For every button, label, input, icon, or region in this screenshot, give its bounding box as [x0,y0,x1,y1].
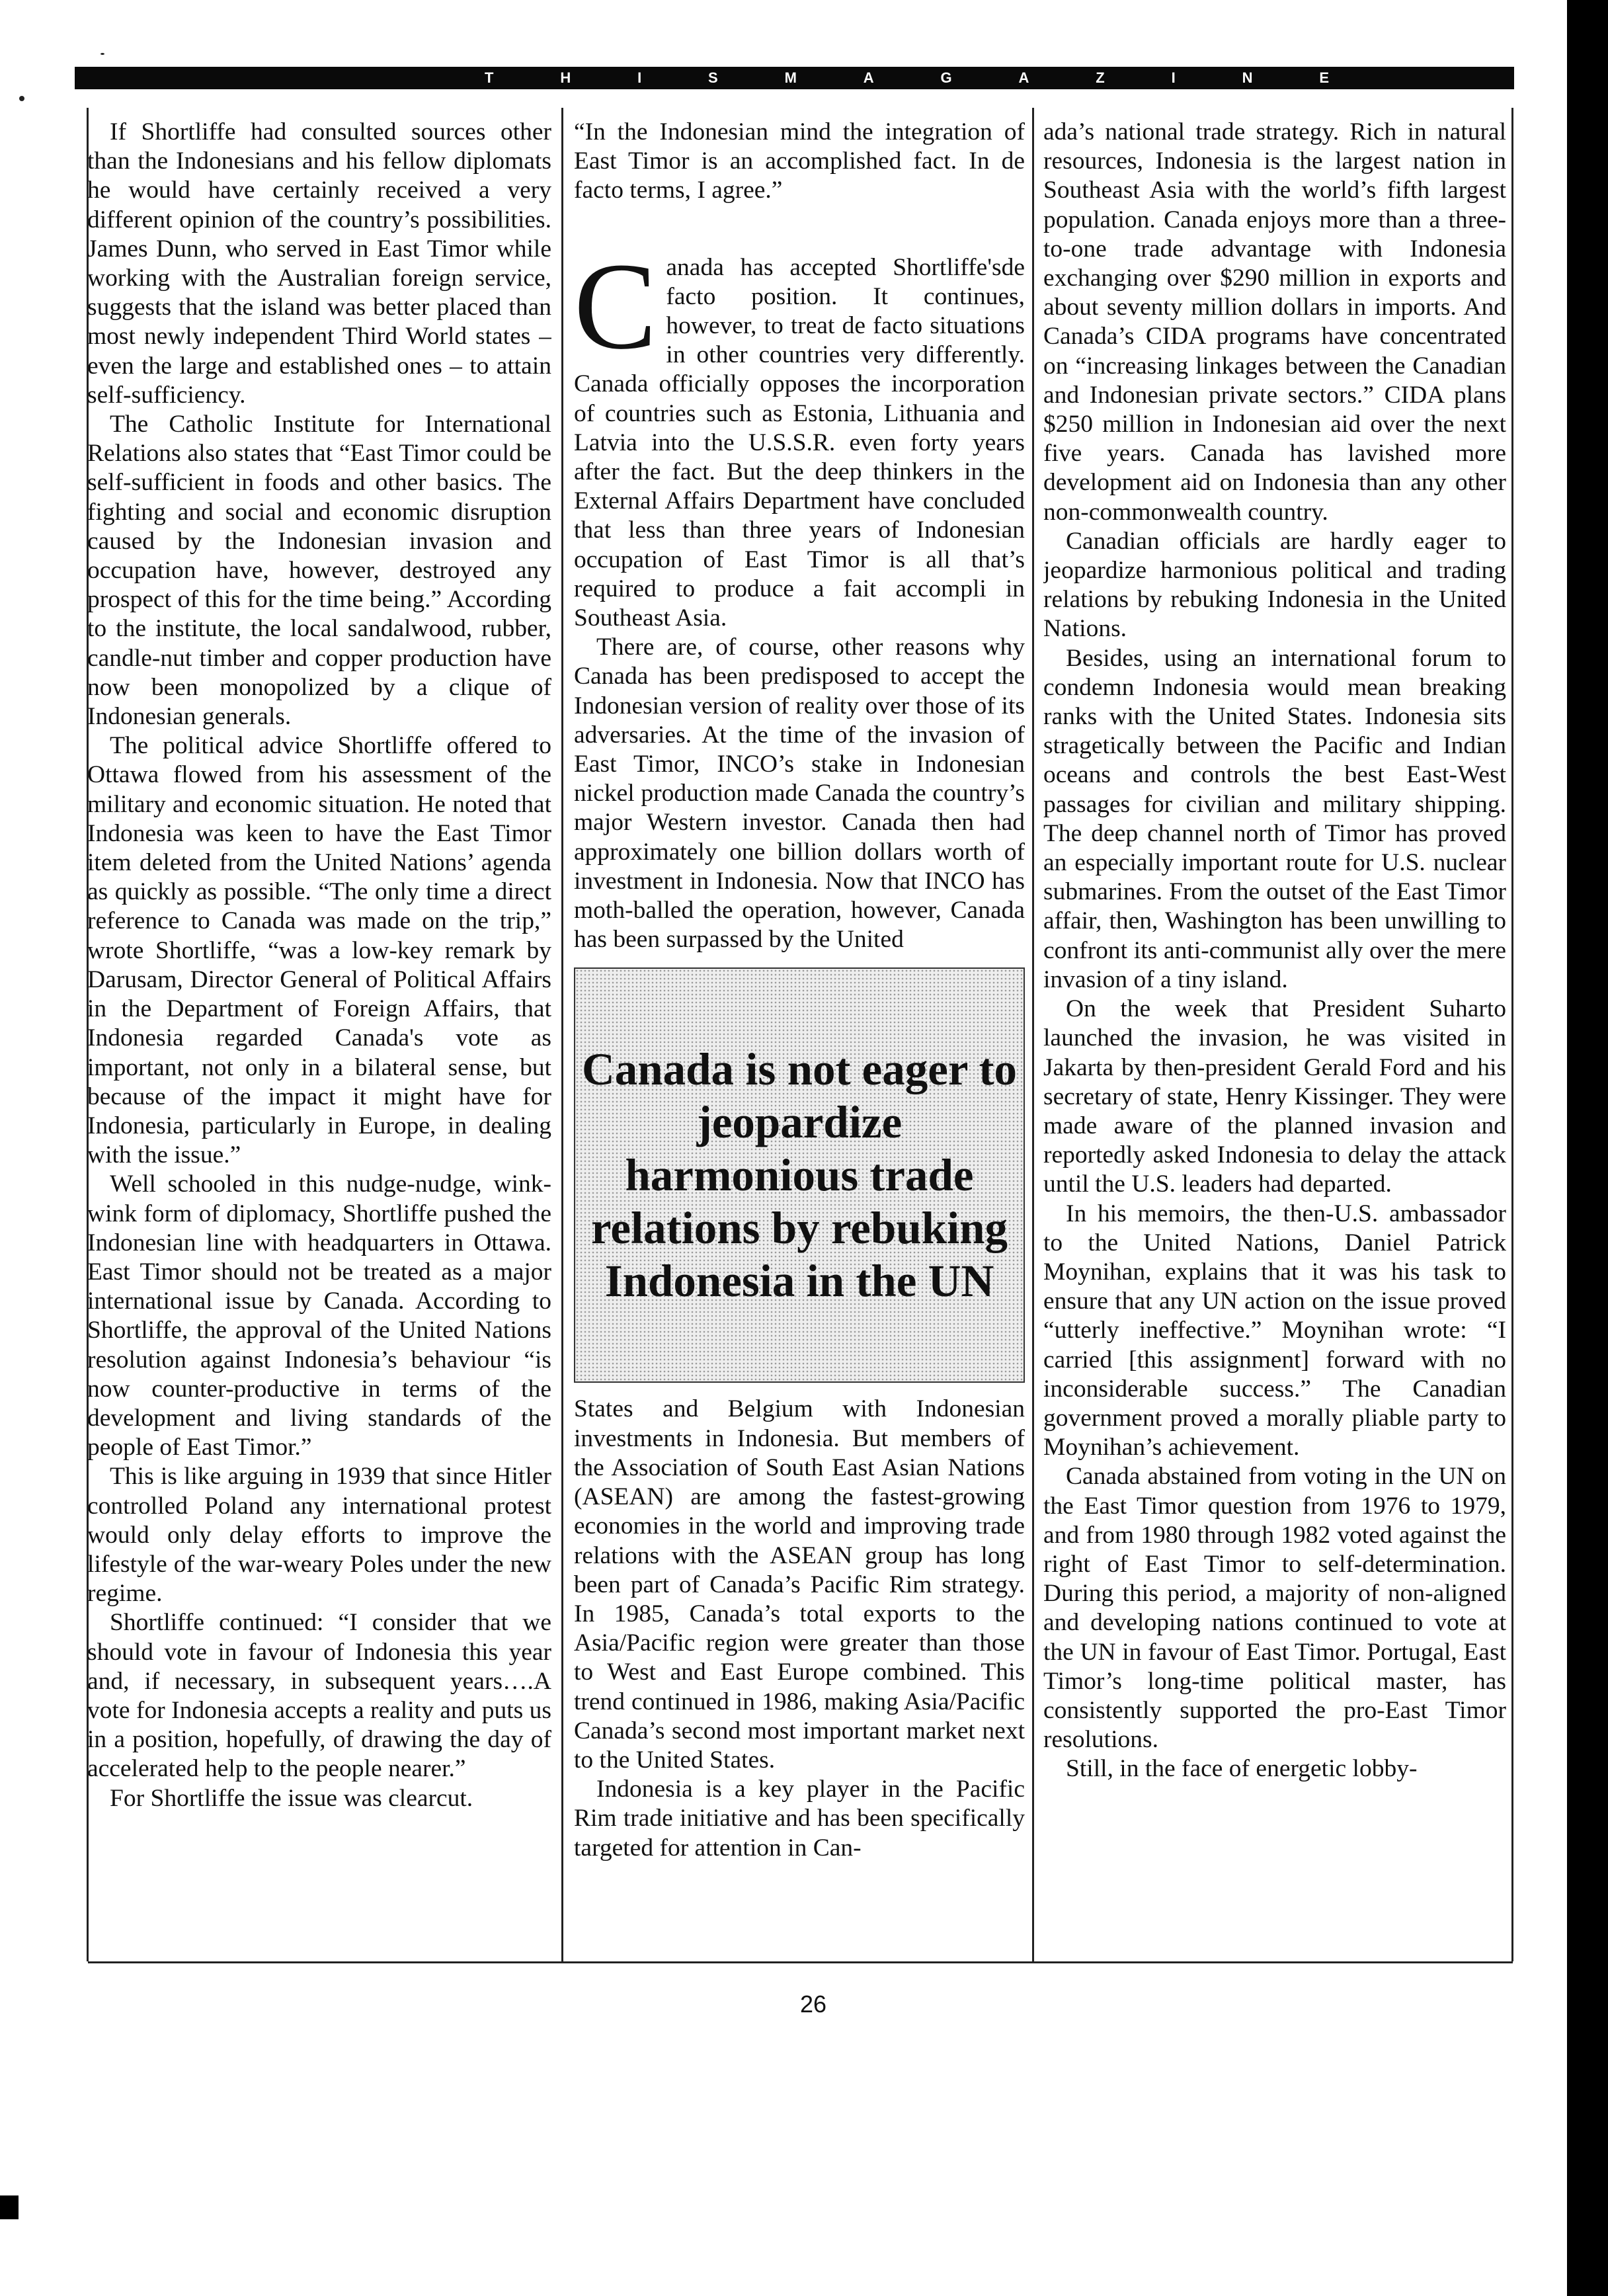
article-column-3 [1043,118,1506,1949]
masthead-letter: G [940,69,952,86]
drop-cap: C [574,236,657,375]
scan-edge-shadow [1567,0,1608,2296]
masthead-letter: H [560,69,571,86]
article-paragraph: In his memoirs, the then-U.S. ambassador to the United Nations, Daniel Patrick Moynihan, explains that it was his task to ensure that any UN action on the issue proved “utterly ineffective.” Moynihan wrote: “I carried [this assignment] forward with no inconsiderable success.” The Canadian government proved a morally pliable party to Moynihan’s achievement. [1043,1200,1506,1461]
pull-quote-box [574,967,1025,1383]
article-paragraph: The Catholic Institute for International Relations also states that “East Timor could be self-sufficient in foods and other basics. The fighting and social and economic disruption caused by the Indonesian invasion and occupation have, however, destroyed any prospect of this for the time being.” According to the institute, the local sandalwood, rubber, candle-nut timber and copper production have now been monopolized by a clique of Indonesian generals. [87,411,551,731]
masthead-letter: T [485,69,494,86]
masthead-letter: N [1242,69,1253,86]
article-paragraph: Still, in the face of energetic lobby- [1066,1755,1418,1783]
article-paragraph: States and Belgium with Indonesian investments in Indonesia. But members of the Association of South East Asian Nations (ASEAN) are among the fastest-growing economies in the world and improving trade relations with the ASEAN group has long been part of Canada’s Pacific Rim strategy. In 1985, Canada’s total exports to the Asia/Pacific region were greater than those to West and East Europe combined. This trend continued in 1986, making Asia/Pacific Canada’s second most important market next to the United States. [574,1395,1025,1774]
article-paragraph: Indonesia is a key player in the Pacific Rim trade initiative and has been specifically targeted for attention in Can- [574,1776,1025,1862]
bottom-rule [88,1961,1513,1963]
scan-edge-mark [0,2195,19,2219]
column-rule-right [1511,108,1513,1961]
magazine-masthead-bar [75,67,1514,89]
masthead-letter: M [784,69,797,86]
article-paragraph-text: anada has accepted Shortliffe'sde facto position. It continues, however, to treat de facto situations in other countries very differently. Canada officially opposes the incorporation of countries such as Estonia, Lithuania and Latvia into the U.S.S.R. even forty years after the fact. But the deep thinkers in the External Affairs Department have concluded that less than three years of Indonesian occupation of East Timor is all that’s required to produce a fait accompli in Southeast Asia. [574,253,1025,632]
masthead-letter: A [863,69,874,86]
masthead-letter: E [1319,69,1329,86]
article-paragraph: Besides, using an international forum to condemn Indonesia would mean breaking ranks with the United States. Indonesia sits stragetically between the Pacific and Indian oceans and controls the best East-West passages for civilian and military shipping. The deep channel north of Timor has proved an especially important route for U.S. nuclear submarines. From the outset of the East Timor affair, then, Washington has been unwilling to confront its anti-communist ally over the mere invasion of a tiny island. [1043,644,1506,993]
article-column-1 [87,118,551,1949]
article-paragraph: Canada abstained from voting in the UN on the East Timor question from 1976 to 1979, and from 1980 through 1982 voted against the right of East Timor to self-determination. During this period, a majority of non-aligned and developing nations continued to vote at the UN in favour of East Timor. Portugal, East Timor’s long-time political master, has consistently supported the pro-East Timor resolutions. [1043,1463,1506,1754]
masthead-title [75,67,1514,89]
article-paragraph: This is like arguing in 1939 that since Hitler controlled Poland any international protest would only delay efforts to improve the lifestyle of the war-weary Poles under the new regime. [87,1463,551,1608]
article-paragraph: There are, of course, other reasons why Canada has been predisposed to accept the Indonesian version of reality over those of its adversaries. At the time of the invasion of East Timor, INCO’s stake in Indonesian nickel production made Canada the country’s major Western investor. Canada then had approximately one billion dollars worth of investment in Indonesia. Now that INCO has moth-balled the operation, however, Canada has been surpassed by the United [574,634,1025,954]
column-rule-1 [561,108,563,1961]
article-paragraph: For Shortliffe the issue was clearcut. [110,1784,473,1812]
column-rule-2 [1032,108,1034,1961]
article-paragraph: If Shortliffe had consulted sources other than the Indonesians and his fellow diplomats he would have certainly received a very different opinion of the country’s possibilities. James Dunn, who served in East Timor while working with the Australian foreign service, suggests that the island was better placed than most newly independent Third World states – even the large and established ones – to attain self-sufficiency. [87,118,551,409]
masthead-letter: S [708,69,718,86]
article-paragraph-dropcap [574,236,1025,634]
article-paragraph: Well schooled in this nudge-nudge, wink-wink form of diplomacy, Shortliffe pushed the Indonesian line with headquarters in Ottawa. East Timor should not be treated as a major international issue by Canada. According to Shortliffe, the approval of the United Nations resolution against Indonesia’s behaviour “is now counter-productive in terms of the development and living standards of the people of East Timor.” [87,1170,551,1461]
article-paragraph: “In the Indonesian mind the integration of East Timor is an accomplished fact. In de facto terms, I agree.” [574,118,1025,204]
masthead-letter: Z [1096,69,1105,86]
page-number: 26 [799,1990,827,2018]
masthead-letter: A [1018,69,1029,86]
scan-speck [100,53,104,55]
article-paragraph: Shortliffe continued: “I consider that we should vote in favour of Indonesia this year and, if necessary, in subsequent years….A vote for Indonesia accepts a reality and puts us in a position, hopefully, of drawing the day of accelerated help to the people nearer.” [87,1609,551,1783]
scan-speck [19,96,24,101]
article-paragraph: On the week that President Suharto launched the invasion, he was visited in Jakarta by then-president Gerald Ford and his secretary of state, Henry Kissinger. They were made aware of the planned invasion and reportedly asked Indonesia to delay the attack until the U.S. leaders had departed. [1043,995,1506,1198]
masthead-letter: I [1171,69,1176,86]
article-column-2 [574,118,1025,1949]
masthead-letter: I [637,69,642,86]
article-paragraph: ada’s national trade strategy. Rich in natural resources, Indonesia is the largest nation in Southeast Asia with the world’s fifth largest population. Canada enjoys more than a three-to-one trade advantage with Indonesia exchanging over $290 million in exports and about seventy million dollars in imports. And Canada’s CIDA programs have concentrated on “increasing linkages between the Canadian and Indonesian private sectors.” CIDA plans $250 million in Indonesian aid over the next five years. Canada has lavished more development aid on Indonesia than any other non-commonwealth country. [1043,118,1506,526]
article-paragraph: The political advice Shortliffe offered to Ottawa flowed from his assessment of the military and economic situation. He noted that Indonesia was keen to have the East Timor item deleted from the United Nations’ agenda as quickly as possible. “The only time a direct reference to Canada was made on the trip,” wrote Shortliffe, “was a low-key remark by Darusam, Director General of Political Affairs in the Department of Foreign Affairs, that Indonesia regarded Canada's vote as important, not only in a bilateral sense, but because of the impact it might have for Indonesia, particularly in Europe, in dealing with the issue.” [87,732,551,1169]
article-paragraph: Canadian officials are hardly eager to jeopardize harmonious political and trading relations by rebuking Indonesia in the United Nations. [1043,527,1506,643]
pull-quote-text: Canada is not eager to jeopardize harmonious trade relations by rebuking Indonesia in the UN [581,1044,1018,1307]
